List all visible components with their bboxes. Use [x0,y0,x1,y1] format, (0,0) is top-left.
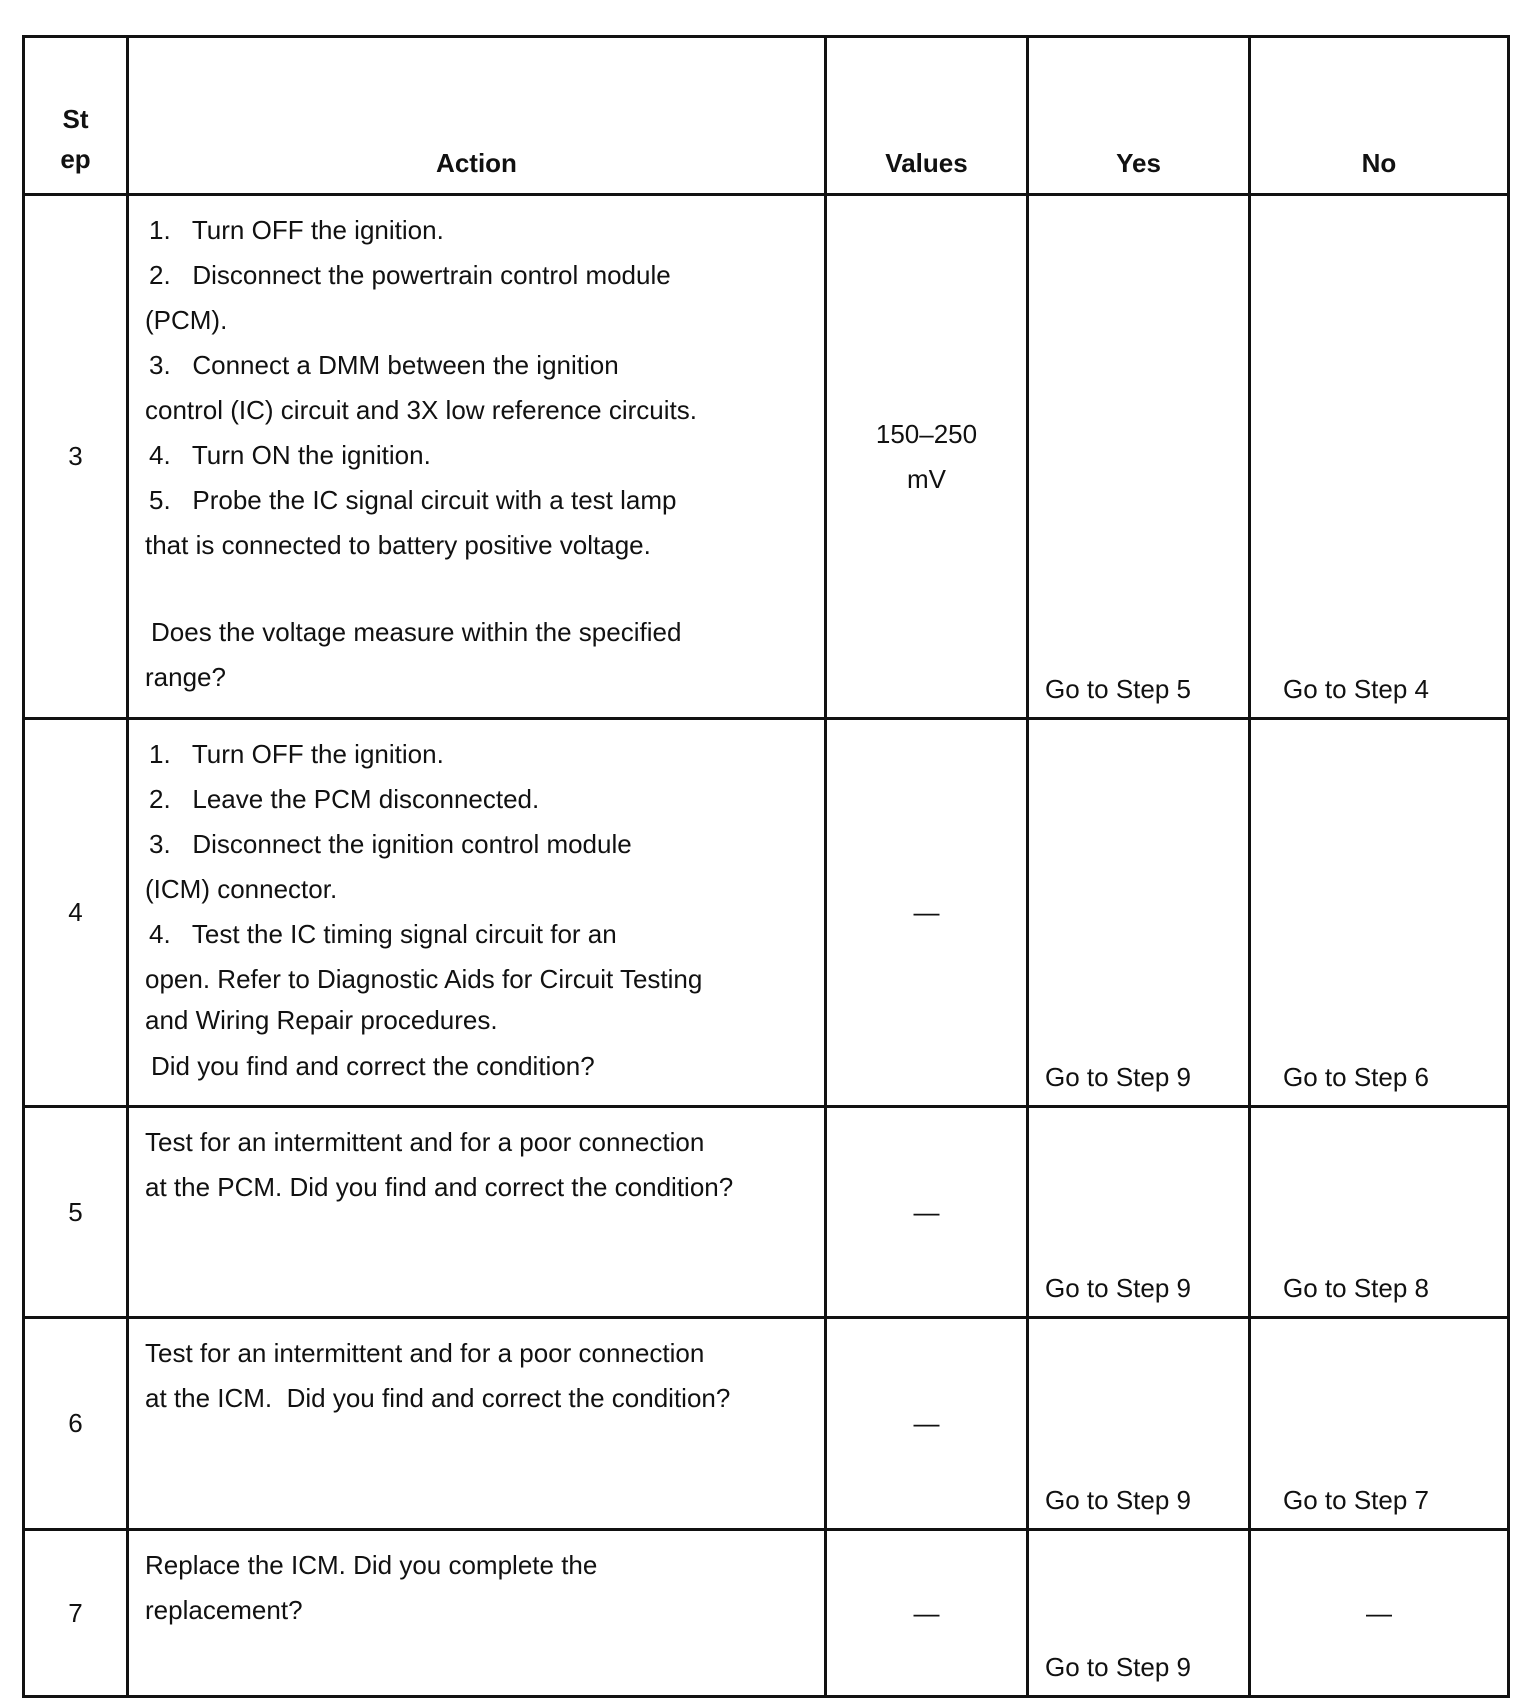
action-cell [128,1318,826,1530]
action-item: (PCM). [145,305,228,335]
action-item: 4. Turn ON the ignition. [149,440,431,470]
yes-cell: Go to Step 9 [1028,1318,1250,1530]
action-item: 3. Connect a DMM between the ignition [149,350,619,380]
yes-cell: Go to Step 9 [1028,1530,1250,1697]
no-cell: Go to Step 8 [1250,1107,1509,1318]
table-row [24,195,1509,719]
spacer [145,568,810,610]
action-cell [128,719,826,1107]
values-cell: — [826,719,1028,1107]
table-row [24,1107,1509,1318]
no-cell: — [1250,1530,1509,1697]
values-cell: — [826,1530,1028,1697]
table-row [24,1318,1509,1530]
header-yes: Yes [1028,37,1250,195]
action-item: 3. Disconnect the ignition control module [149,829,632,859]
action-text: Replace the ICM. Did you complete the [145,1550,598,1580]
value-unit: mV [907,463,946,494]
header-step-line2: ep [60,144,91,174]
action-item: control (IC) circuit and 3X low reference circuits. [145,395,697,425]
no-cell: Go to Step 7 [1250,1318,1509,1530]
action-item: open. Refer to Diagnostic Aids for Circuit Testing [145,964,703,994]
table-row [24,1530,1509,1697]
action-text: at the PCM. Did you find and correct the condition? [145,1172,734,1202]
header-step-line1: St [62,104,89,134]
header-step [24,37,128,195]
action-cell [128,195,826,719]
action-item: 5. Probe the IC signal circuit with a test lamp [149,485,677,515]
action-item: 2. Leave the PCM disconnected. [149,784,540,814]
step-number: 6 [24,1318,128,1530]
header-action: Action [128,37,826,195]
yes-cell: Go to Step 5 [1028,195,1250,719]
action-text: replacement? [145,1595,303,1625]
no-cell: Go to Step 6 [1250,719,1509,1107]
action-cell [128,1107,826,1318]
header-row [24,37,1509,195]
action-item: 1. Turn OFF the ignition. [149,215,444,245]
action-text: Test for an intermittent and for a poor connection [145,1127,705,1157]
value-range: 150–250 [875,418,978,449]
header-values: Values [826,37,1028,195]
action-question: Does the voltage measure within the specified [151,617,682,647]
no-cell: Go to Step 4 [1250,195,1509,719]
action-item: and Wiring Repair procedures. [145,1005,498,1035]
action-text: Test for an intermittent and for a poor connection [145,1338,705,1368]
step-number: 3 [24,195,128,719]
action-text: at the ICM. Did you find and correct the condition? [145,1383,731,1413]
values-cell: — [826,1318,1028,1530]
action-item: 4. Test the IC timing signal circuit for an [149,919,617,949]
yes-cell: Go to Step 9 [1028,1107,1250,1318]
table-row [24,719,1509,1107]
action-item: 2. Disconnect the powertrain control module [149,260,671,290]
action-item: 1. Turn OFF the ignition. [149,739,444,769]
header-no: No [1250,37,1509,195]
action-question: Did you find and correct the condition? [151,1051,595,1081]
yes-cell: Go to Step 9 [1028,719,1250,1107]
step-number: 4 [24,719,128,1107]
step-number: 7 [24,1530,128,1697]
diagnostic-table [22,35,1510,1698]
values-cell: — [826,1107,1028,1318]
action-item: (ICM) connector. [145,874,338,904]
action-cell [128,1530,826,1697]
step-number: 5 [24,1107,128,1318]
action-question-cont: range? [145,662,226,692]
action-item: that is connected to battery positive voltage. [145,530,651,560]
values-cell [826,195,1028,719]
